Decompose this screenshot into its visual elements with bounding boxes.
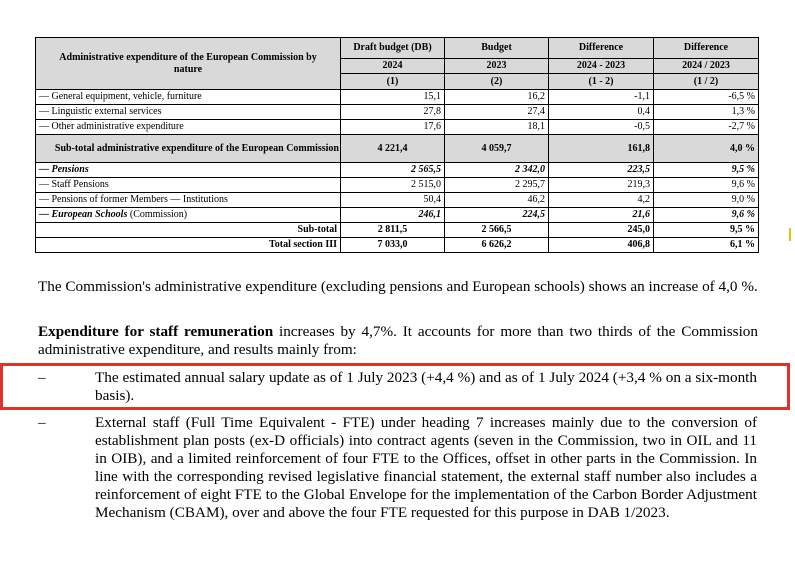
cell-pct: 9,5 %: [654, 223, 759, 238]
col4-index: (1 / 2): [654, 74, 759, 90]
col2-title: Budget: [445, 38, 549, 59]
cell-diff: 4,2: [549, 193, 654, 208]
cell-budget: 2 342,0: [445, 163, 549, 178]
cell-db: 2 565,5: [341, 163, 445, 178]
cell-db: 246,1: [341, 208, 445, 223]
col3-index: (1 - 2): [549, 74, 654, 90]
bullet-dash: –: [38, 369, 46, 386]
bullet-salary-update: The estimated annual salary update as of 1 July 2023 (+4,4 %) and as of 1 July 2024 (+3,4 % on a six-month basis).: [95, 369, 757, 404]
cell-pct: 1,3 %: [654, 105, 759, 120]
cell-pct: 9,0 %: [654, 193, 759, 208]
row-label-suffix: (Commission): [127, 209, 188, 220]
cell-db: 2 811,5: [341, 223, 445, 238]
table-row: [36, 193, 759, 208]
cell-db: 2 515,0: [341, 178, 445, 193]
col3-title: Difference: [549, 38, 654, 59]
row-label: — Pensions of former Members — Institutions: [36, 193, 341, 208]
col4-title: Difference: [654, 38, 759, 59]
row-label: Sub-total: [36, 223, 341, 238]
cell-diff: 223,5: [549, 163, 654, 178]
header-label: Administrative expenditure of the European Commission by nature: [36, 38, 341, 90]
cell-db: 17,6: [341, 120, 445, 135]
cell-budget: 18,1: [445, 120, 549, 135]
subtotal-row: [36, 223, 759, 238]
cell-pct: 9,6 %: [654, 178, 759, 193]
bullet-dash: –: [38, 414, 46, 431]
row-label-main: — European Schools: [39, 209, 128, 220]
cell-budget: 2 566,5: [445, 223, 549, 238]
cell-pct: -6,5 %: [654, 90, 759, 105]
cell-budget: 4 059,7: [445, 135, 549, 163]
cell-db: 27,8: [341, 105, 445, 120]
col3-year: 2024 - 2023: [549, 59, 654, 74]
header-row-titles: [36, 38, 759, 59]
staff-remuneration-text: increases by 4,7%. It accounts for more than two thirds of the Commission administrative expenditure, and results mainly from:: [38, 323, 758, 358]
cell-diff: 219,3: [549, 178, 654, 193]
cell-budget: 27,4: [445, 105, 549, 120]
col2-year: 2023: [445, 59, 549, 74]
cell-diff: 21,6: [549, 208, 654, 223]
table-row: [36, 120, 759, 135]
col2-index: (2): [445, 74, 549, 90]
cell-db: 50,4: [341, 193, 445, 208]
col1-year: 2024: [341, 59, 445, 74]
paragraph-staff-remuneration: [38, 323, 758, 359]
cell-pct: 4,0 %: [654, 135, 759, 163]
cell-db: 15,1: [341, 90, 445, 105]
staff-remuneration-heading: Expenditure for staff remuneration: [38, 323, 274, 340]
total-row: [36, 238, 759, 253]
cell-diff: 161,8: [549, 135, 654, 163]
cell-diff: 0,4: [549, 105, 654, 120]
cell-pct: 6,1 %: [654, 238, 759, 253]
cell-diff: 245,0: [549, 223, 654, 238]
cell-budget: 16,2: [445, 90, 549, 105]
cell-pct: -2,7 %: [654, 120, 759, 135]
cell-diff: -1,1: [549, 90, 654, 105]
col4-year: 2024 / 2023: [654, 59, 759, 74]
cell-budget: 6 626,2: [445, 238, 549, 253]
row-label: — Staff Pensions: [36, 178, 341, 193]
expenditure-table: [35, 37, 759, 253]
table-row: [36, 163, 759, 178]
table-row: [36, 90, 759, 105]
row-label: [36, 208, 341, 223]
row-label: — Pensions: [36, 163, 341, 178]
cell-pct: 9,6 %: [654, 208, 759, 223]
cell-diff: 406,8: [549, 238, 654, 253]
text-cursor-mark: [789, 228, 791, 241]
cell-budget: 46,2: [445, 193, 549, 208]
col1-index: (1): [341, 74, 445, 90]
col1-title: Draft budget (DB): [341, 38, 445, 59]
table-row: [36, 178, 759, 193]
table-row: [36, 208, 759, 223]
bullet-external-staff: External staff (Full Time Equivalent - FTE) under heading 7 increases mainly due to the conversion of establishment plan posts (ex-D officials) into contract agents (seven in the Commission, two in OIL and 11 in OIB), and a limited reinforcement of four FTE to the Offices, offset in other parts in the Commission. In line with the corresponding revised legislative financial statement, the external staff number also includes a reinforcement of eight FTE to the Global Envelope for the implementation of the Carbon Border Adjustment Mechanism (CBAM), over and above the four FTE requested for this purpose in DAB 1/2023.: [95, 414, 757, 521]
row-label: — Linguistic external services: [36, 105, 341, 120]
cell-db: 7 033,0: [341, 238, 445, 253]
cell-pct: 9,5 %: [654, 163, 759, 178]
row-label: Sub-total administrative expenditure of the European Commission: [36, 135, 341, 163]
highlight-box: [0, 363, 790, 410]
cell-budget: 224,5: [445, 208, 549, 223]
row-label: — Other administrative expenditure: [36, 120, 341, 135]
cell-budget: 2 295,7: [445, 178, 549, 193]
paragraph-admin-increase: The Commission's administrative expenditure (excluding pensions and European schools) shows an increase of 4,0 %.: [38, 278, 758, 295]
cell-db: 4 221,4: [341, 135, 445, 163]
row-label: — General equipment, vehicle, furniture: [36, 90, 341, 105]
table-row: [36, 105, 759, 120]
subtotal-admin-row: [36, 135, 759, 163]
row-label: Total section III: [36, 238, 341, 253]
cell-diff: -0,5: [549, 120, 654, 135]
